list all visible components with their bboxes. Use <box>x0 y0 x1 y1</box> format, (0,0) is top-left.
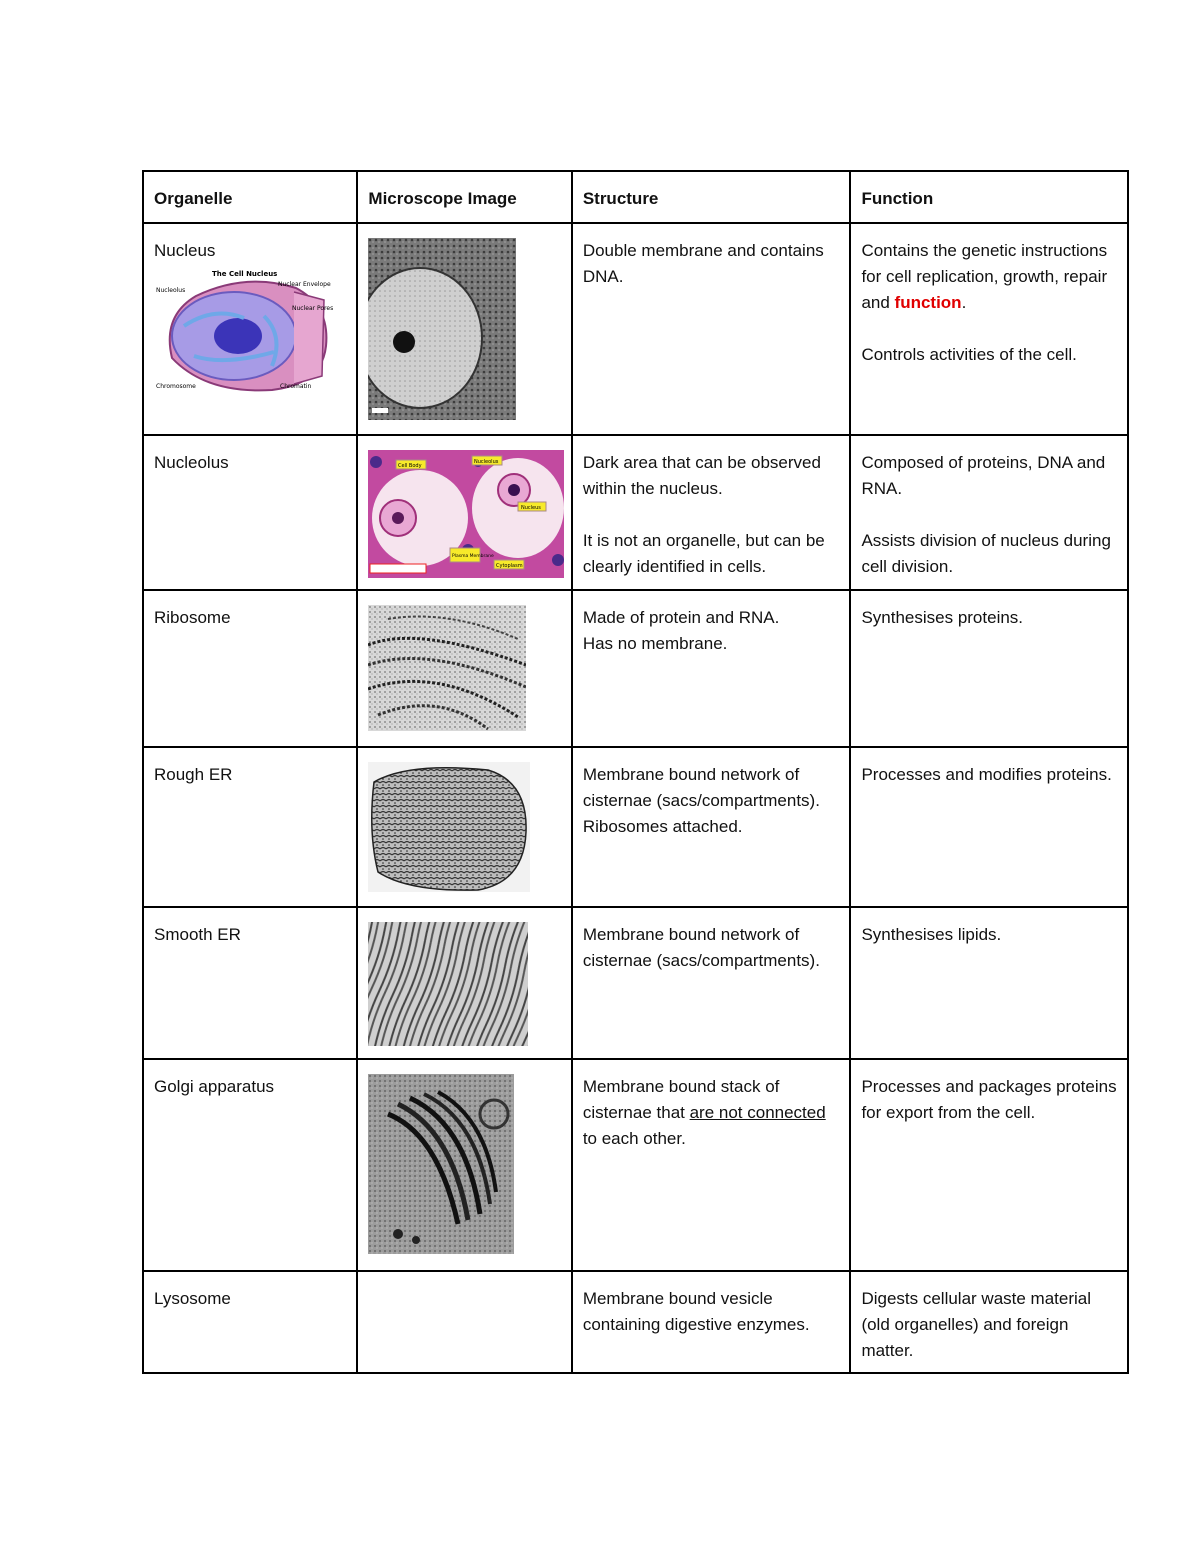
organelle-name: Smooth ER <box>154 925 241 944</box>
header-structure: Structure <box>572 171 851 223</box>
organelle-cell <box>143 435 357 590</box>
table-row <box>143 590 1128 747</box>
header-function: Function <box>850 171 1128 223</box>
structure-cell <box>572 590 851 747</box>
image-cell <box>357 907 571 1059</box>
table-row <box>143 223 1128 435</box>
table-row <box>143 907 1128 1059</box>
function-cell <box>850 590 1128 747</box>
structure-cell <box>572 1271 851 1373</box>
function-text: Controls activities of the cell. <box>861 345 1077 364</box>
function-cell <box>850 435 1128 590</box>
structure-text: Membrane bound network of cisternae (sacs/compartments). <box>582 925 820 970</box>
micro-label: Nucleolus <box>474 459 499 465</box>
organelle-cell <box>143 590 357 747</box>
header-image: Microscope Image <box>357 171 571 223</box>
organelle-name: Nucleus <box>154 241 216 260</box>
micro-label: Nucleus <box>521 505 542 511</box>
function-text: Synthesises lipids. <box>861 925 1002 944</box>
structure-line: Made of protein and RNA. <box>582 608 780 627</box>
function-text: Processes and modifies proteins. <box>861 765 1112 784</box>
smooth-er-micrograph <box>368 922 528 1046</box>
organelle-name: Nucleolus <box>154 453 229 472</box>
structure-cell <box>572 907 851 1059</box>
image-cell <box>357 747 571 907</box>
structure-line: Has no membrane. <box>582 634 728 653</box>
organelle-cell <box>143 907 357 1059</box>
table-row <box>143 747 1128 907</box>
organelle-name: Rough ER <box>154 765 233 784</box>
image-cell <box>357 435 571 590</box>
diagram-label: Chromatin <box>280 383 312 390</box>
function-text: Contains the genetic instructions for cell replication, growth, repair and function. <box>861 241 1108 312</box>
header-row <box>143 171 1128 223</box>
organelle-cell <box>143 223 357 435</box>
function-cell <box>850 907 1128 1059</box>
organelle-cell <box>143 1271 357 1373</box>
function-text: Digests cellular waste material (old organelles) and foreign matter. <box>861 1289 1092 1360</box>
function-cell <box>850 747 1128 907</box>
underlined-phrase: are not connected <box>689 1103 826 1122</box>
nucleus-micrograph <box>368 238 516 420</box>
function-cell <box>850 1059 1128 1271</box>
image-cell <box>357 1059 571 1271</box>
table-row <box>143 1271 1128 1373</box>
structure-cell <box>572 747 851 907</box>
rough-er-micrograph <box>368 762 530 892</box>
micro-label: Cytoplasm <box>496 563 523 569</box>
organelle-name: Ribosome <box>154 608 231 627</box>
organelle-name: Golgi apparatus <box>154 1077 275 1096</box>
structure-text: Double membrane and contains DNA. <box>582 241 824 286</box>
highlighted-word: function <box>894 293 962 312</box>
organelle-name: Lysosome <box>154 1289 231 1308</box>
micro-label: Plasma Membrane <box>452 554 495 559</box>
structure-cell <box>572 1059 851 1271</box>
diagram-title: The Cell Nucleus <box>212 270 278 278</box>
structure-line: Ribosomes attached. <box>582 817 743 836</box>
organelle-cell <box>143 1059 357 1271</box>
nucleolus-micrograph <box>368 450 564 578</box>
organelle-table <box>142 170 1129 1374</box>
function-text: Composed of proteins, DNA and RNA. <box>861 453 1106 498</box>
structure-line: Membrane bound network of cisternae (sacs/compartments). <box>582 765 820 810</box>
diagram-label: Nuclear Envelope <box>278 281 331 288</box>
structure-text: It is not an organelle, but can be clearly identified in cells. <box>582 531 825 576</box>
structure-text: Membrane bound stack of cisternae that are not connected to each other. <box>582 1077 826 1148</box>
function-text: Processes and packages proteins for export from the cell. <box>861 1077 1117 1122</box>
golgi-micrograph <box>368 1074 514 1254</box>
structure-text: Dark area that can be observed within the nucleus. <box>582 453 821 498</box>
table-row <box>143 1059 1128 1271</box>
structure-cell <box>572 435 851 590</box>
micro-label: Cell Body <box>398 463 422 469</box>
ribosome-micrograph <box>368 605 526 731</box>
structure-cell <box>572 223 851 435</box>
header-organelle: Organelle <box>143 171 357 223</box>
image-cell <box>357 223 571 435</box>
function-cell <box>850 223 1128 435</box>
function-text: Synthesises proteins. <box>861 608 1024 627</box>
structure-text: Membrane bound vesicle containing digestive enzymes. <box>582 1289 810 1334</box>
image-cell <box>357 1271 571 1373</box>
diagram-label: Nuclear Pores <box>292 305 334 312</box>
organelle-cell <box>143 747 357 907</box>
function-cell <box>850 1271 1128 1373</box>
diagram-label: Nucleolus <box>156 287 186 294</box>
table-row <box>143 435 1128 590</box>
function-text: Assists division of nucleus during cell division. <box>861 531 1111 576</box>
diagram-label: Chromosome <box>156 383 196 390</box>
nucleus-diagram <box>154 266 336 394</box>
image-cell <box>357 590 571 747</box>
